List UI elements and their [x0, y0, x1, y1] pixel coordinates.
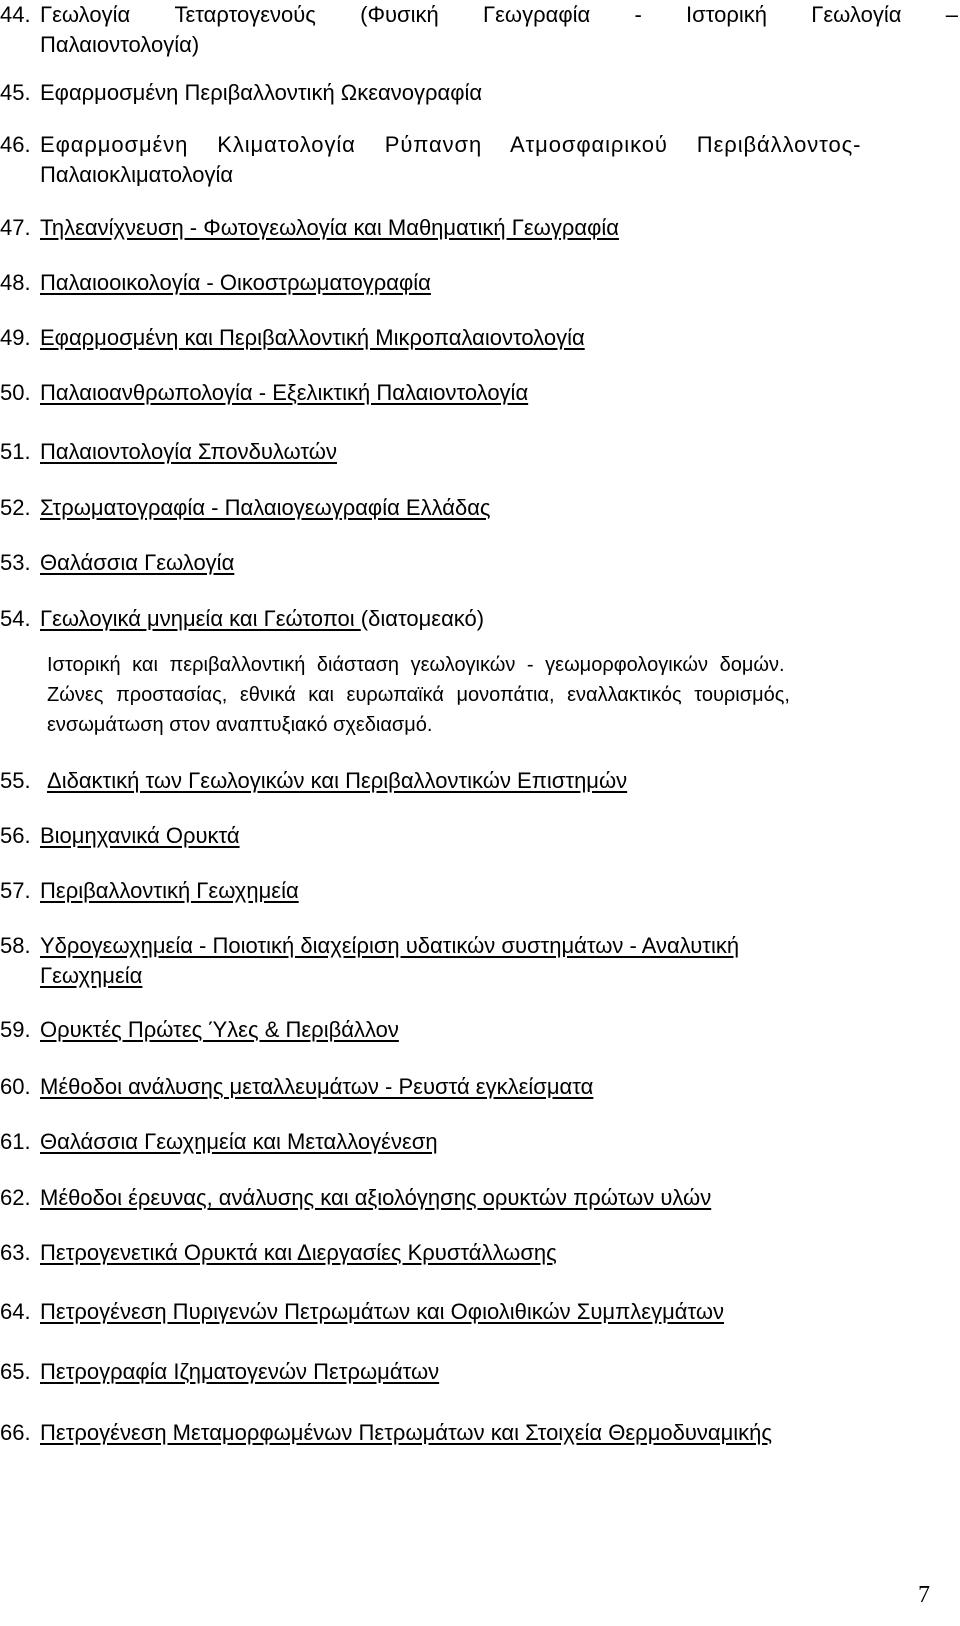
item-title: Πετρογένεση Μεταμορφωμένων Πετρωμάτων και Στοιχεία Θερμοδυναμικής: [40, 1420, 773, 1445]
item-title-line: Υδρογεωχημεία - Ποιοτική διαχείριση υδατικών συστημάτων - Αναλυτική: [40, 933, 740, 958]
item-title: [40, 604, 960, 634]
item-number: 51.: [0, 439, 31, 464]
item-title-line: Εφαρμοσμένη Κλιματολογία Ρύπανση Ατμοσφαιρικού Περιβάλλοντος-: [40, 132, 862, 157]
item-title-line-text: [40, 0, 958, 30]
item-title-suffix: (διατομεακό): [360, 606, 485, 631]
item-title: Μέθοδοι έρευνας, ανάλυσης και αξιολόγησης ορυκτών πρώτων υλών: [40, 1185, 712, 1210]
item-number: 57.: [0, 878, 31, 903]
item-title-line: Παλαιοκλιματολογία: [40, 162, 234, 187]
item-number: 50.: [0, 380, 31, 405]
item-number: 56.: [0, 823, 31, 848]
item-number: 46.: [0, 132, 31, 157]
item-title: Ορυκτές Πρώτες Ύλες & Περιβάλλον: [40, 1017, 399, 1042]
item-title: [40, 130, 960, 190]
item-number: 49.: [0, 325, 31, 350]
justified-word: –: [945, 2, 958, 27]
item-number: 54.: [0, 606, 31, 631]
item-title: Θαλάσσια Γεωλογία: [40, 550, 235, 575]
justified-word: -: [634, 2, 642, 27]
item-title: Τηλεανίχνευση - Φωτογεωλογία και Μαθηματική Γεωγραφία: [40, 215, 619, 240]
page-number: 7: [918, 1582, 930, 1608]
item-title-line: Παλαιοντολογία): [40, 32, 200, 57]
item-number: 59.: [0, 1017, 31, 1042]
item-title: Παλαιοοικολογία - Οικοστρωματογραφία: [40, 270, 431, 295]
item-number: 60.: [0, 1074, 31, 1099]
justified-word: Γεωλογία: [40, 2, 131, 27]
description-line: [47, 650, 957, 680]
justified-word: Ιστορική: [686, 2, 767, 27]
justified-word: Γεωλογία: [811, 2, 902, 27]
description-line-text: Ζώνες προστασίας, εθνικά και ευρωπαϊκά μονοπάτια, εναλλακτικός τουρισμός,: [47, 684, 790, 706]
item-number: 64.: [0, 1299, 31, 1324]
item-title-underlined: Γεωλογικά μνημεία και Γεώτοποι: [40, 606, 361, 631]
item-title: Παλαιοανθρωπολογία - Εξελικτική Παλαιοντολογία: [40, 380, 529, 405]
item-title: Θαλάσσια Γεωχημεία και Μεταλλογένεση: [40, 1129, 438, 1154]
description-line-text: Ιστορική και περιβαλλοντική διάσταση γεωλογικών - γεωμορφολογικών δομών.: [47, 654, 785, 676]
justified-word: Γεωγραφία: [483, 2, 591, 27]
item-title: Εφαρμοσμένη και Περιβαλλοντική Μικροπαλαιοντολογία: [40, 325, 585, 350]
item-title: [40, 0, 960, 60]
description-line: [47, 710, 957, 740]
item-title: Διδακτική των Γεωλογικών και Περιβαλλοντικών Επιστημών: [47, 768, 628, 793]
item-title-line: Γεωχημεία: [40, 963, 143, 988]
item-number: 44.: [0, 2, 31, 27]
item-number: 55.: [0, 768, 31, 793]
item-number: 47.: [0, 215, 31, 240]
justified-word: Τεταρτογενούς: [174, 2, 316, 27]
description-line: [47, 680, 957, 710]
item-title: Εφαρμοσμένη Περιβαλλοντική Ωκεανογραφία: [40, 80, 483, 105]
item-number: 63.: [0, 1240, 31, 1265]
item-title: [40, 931, 960, 991]
item-title: Βιομηχανικά Ορυκτά: [40, 823, 240, 848]
item-number: 45.: [0, 80, 31, 105]
item-number: 58.: [0, 933, 31, 958]
item-number: 62.: [0, 1185, 31, 1210]
item-title: Στρωματογραφία - Παλαιογεωγραφία Ελλάδας: [40, 495, 491, 520]
item-number: 48.: [0, 270, 31, 295]
item-title: Περιβαλλοντική Γεωχημεία: [40, 878, 299, 903]
item-title-line: [40, 0, 958, 30]
item-number: 66.: [0, 1420, 31, 1445]
item-title: Πετρογενετικά Ορυκτά και Διεργασίες Κρυστάλλωσης: [40, 1240, 557, 1265]
justified-word: (Φυσική: [360, 2, 439, 27]
description-line-text: ενσωμάτωση στον αναπτυξιακό σχεδιασμό.: [47, 714, 433, 736]
item-title: Παλαιοντολογία Σπονδυλωτών: [40, 439, 337, 464]
item-number: 52.: [0, 495, 31, 520]
item-number: 65.: [0, 1359, 31, 1384]
item-title: Πετρογραφία Ιζηματογενών Πετρωμάτων: [40, 1359, 440, 1384]
item-number: 53.: [0, 550, 31, 575]
item-title: Μέθοδοι ανάλυσης μεταλλευμάτων - Ρευστά εγκλείσματα: [40, 1074, 594, 1099]
item-54-description: [47, 650, 957, 740]
item-title: Πετρογένεση Πυριγενών Πετρωμάτων και Οφιολιθικών Συμπλεγμάτων: [40, 1299, 725, 1324]
item-number: 61.: [0, 1129, 31, 1154]
